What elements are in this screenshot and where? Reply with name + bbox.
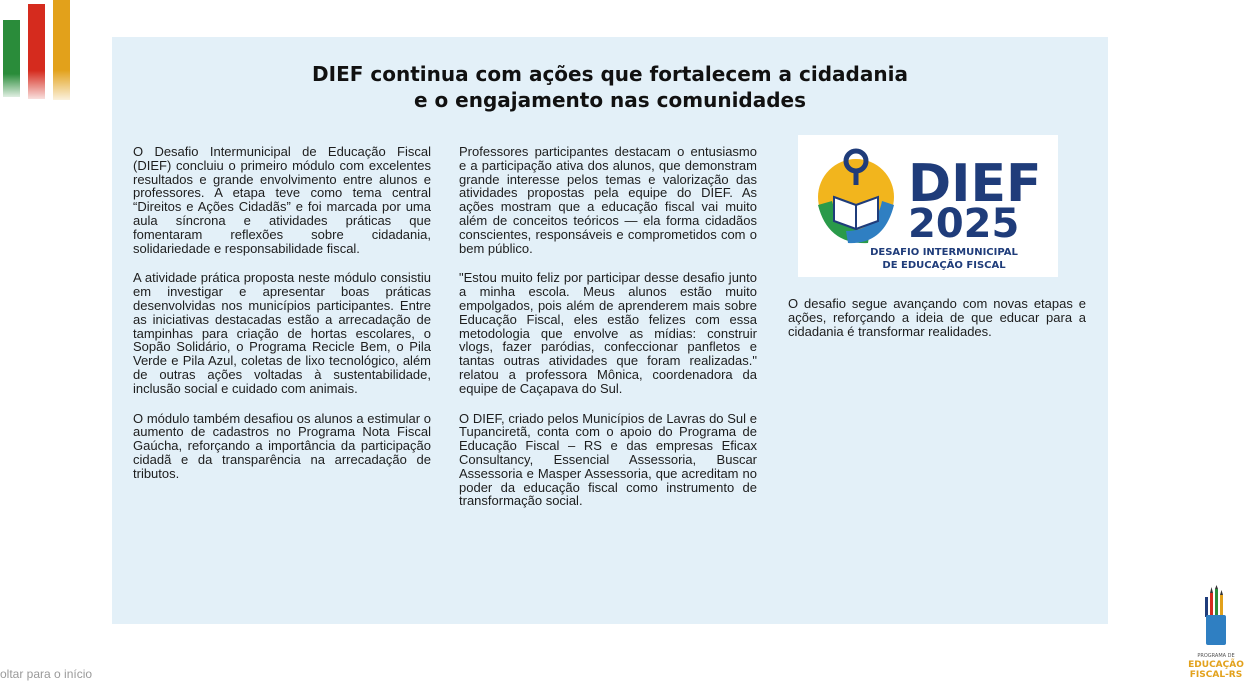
logo-subtitle-2: DE EDUCAÇÃO FISCAL	[882, 260, 1006, 271]
title-line-1: DIEF continua com ações que fortalecem a cidadania	[312, 62, 908, 86]
corner-logo-line-1: PROGRAMA DE	[1197, 653, 1235, 659]
corner-logo-line-2: EDUCAÇÃO	[1188, 660, 1244, 670]
paragraph: O DIEF, criado pelos Municípios de Lavras do Sul e Tupanciretã, conta com o apoio do Programa de Educação Fiscal – RS e das empresas Eficax Consultancy, Essencial Assessoria, Buscar Assessoria e Masper Assessoria, que acreditam no poder da educação fiscal como instrumento de transformação social.	[459, 410, 757, 509]
dief-logo	[798, 135, 1058, 277]
title-line-2: e o engajamento nas comunidades	[413, 88, 807, 112]
red-bar	[28, 4, 45, 99]
logo-year: 2025	[908, 201, 1020, 247]
paragraph: Professores participantes destacam o entusiasmo e a participação ativa dos alunos, que demonstram grande interesse pelos temas e valorização das atividades propostas pela equipe do DIEF. As ações mostram que a educação fiscal vai muito além de conceitos teóricos — ela forma cidadãos conscientes, responsáveis e comprometidos com o bem público.	[459, 144, 757, 256]
paragraph: O módulo também desafiou os alunos a estimular o aumento de cadastros no Programa Nota Fiscal Gaúcha, reforçando a importância da participação cidadã e da transparência na arrecadação de tributos.	[133, 410, 431, 481]
paragraph: O Desafio Intermunicipal de Educação Fiscal (DIEF) concluiu o primeiro módulo com excelentes resultados e grande envolvimento entre alunos e professores. A etapa teve como tema central “Direitos e Ações Cidadãs” e foi marcada por uma aula síncrona e atividades práticas que fomentaram reflexões sobre cidadania, solidariedade e responsabilidade fiscal.	[133, 144, 431, 256]
flag-bars-decoration	[0, 0, 80, 100]
yellow-bar	[53, 0, 70, 100]
news-panel	[112, 37, 1108, 624]
back-to-start-link[interactable]: oltar para o início	[0, 667, 93, 681]
text-column-1	[133, 145, 431, 497]
logo-name: DIEF	[908, 154, 1042, 214]
logo-subtitle-1: DESAFIO INTERMUNICIPAL	[870, 247, 1018, 258]
page-title	[112, 61, 1108, 113]
programa-educacao-fiscal-logo[interactable]	[1186, 585, 1245, 681]
pencil-cup-icon	[1186, 585, 1245, 681]
paragraph: A atividade prática proposta neste módulo consistiu em investigar e apresentar boas práticas desenvolvidas nos municípios participantes. Entre as iniciativas destacadas estão a arrecadação de tampinhas para criação de hortas escolares, o Sopão Solidário, o Programa Recicle Bem, o Pila Verde e Pila Azul, coletas de lixo tecnológico, além de outras ações voltadas à sustentabilidade, inclusão social e cuidado com animais.	[133, 270, 431, 396]
paragraph: O desafio segue avançando com novas etapas e ações, reforçando a ideia de que educar para a cidadania é transformar realidades.	[788, 296, 1086, 339]
text-column-3	[788, 297, 1086, 354]
green-bar	[3, 20, 20, 97]
text-column-2	[459, 145, 757, 524]
dief-logo-graphic	[798, 135, 1058, 277]
corner-logo-line-3: FISCAL-RS	[1189, 670, 1243, 680]
paragraph: "Estou muito feliz por participar desse desafio junto a minha escola. Meus alunos estão muito empolgados, pois além de aprenderem mais sobre Educação Fiscal, eles estão felizes com essa metodologia que envolve as mídias: construir vlogs, fazer paródias, confeccionar panfletos e tantas outras atividades que foram realizadas." relatou a professora Mônica, coordenadora da equipe de Caçapava do Sul.	[459, 270, 757, 396]
